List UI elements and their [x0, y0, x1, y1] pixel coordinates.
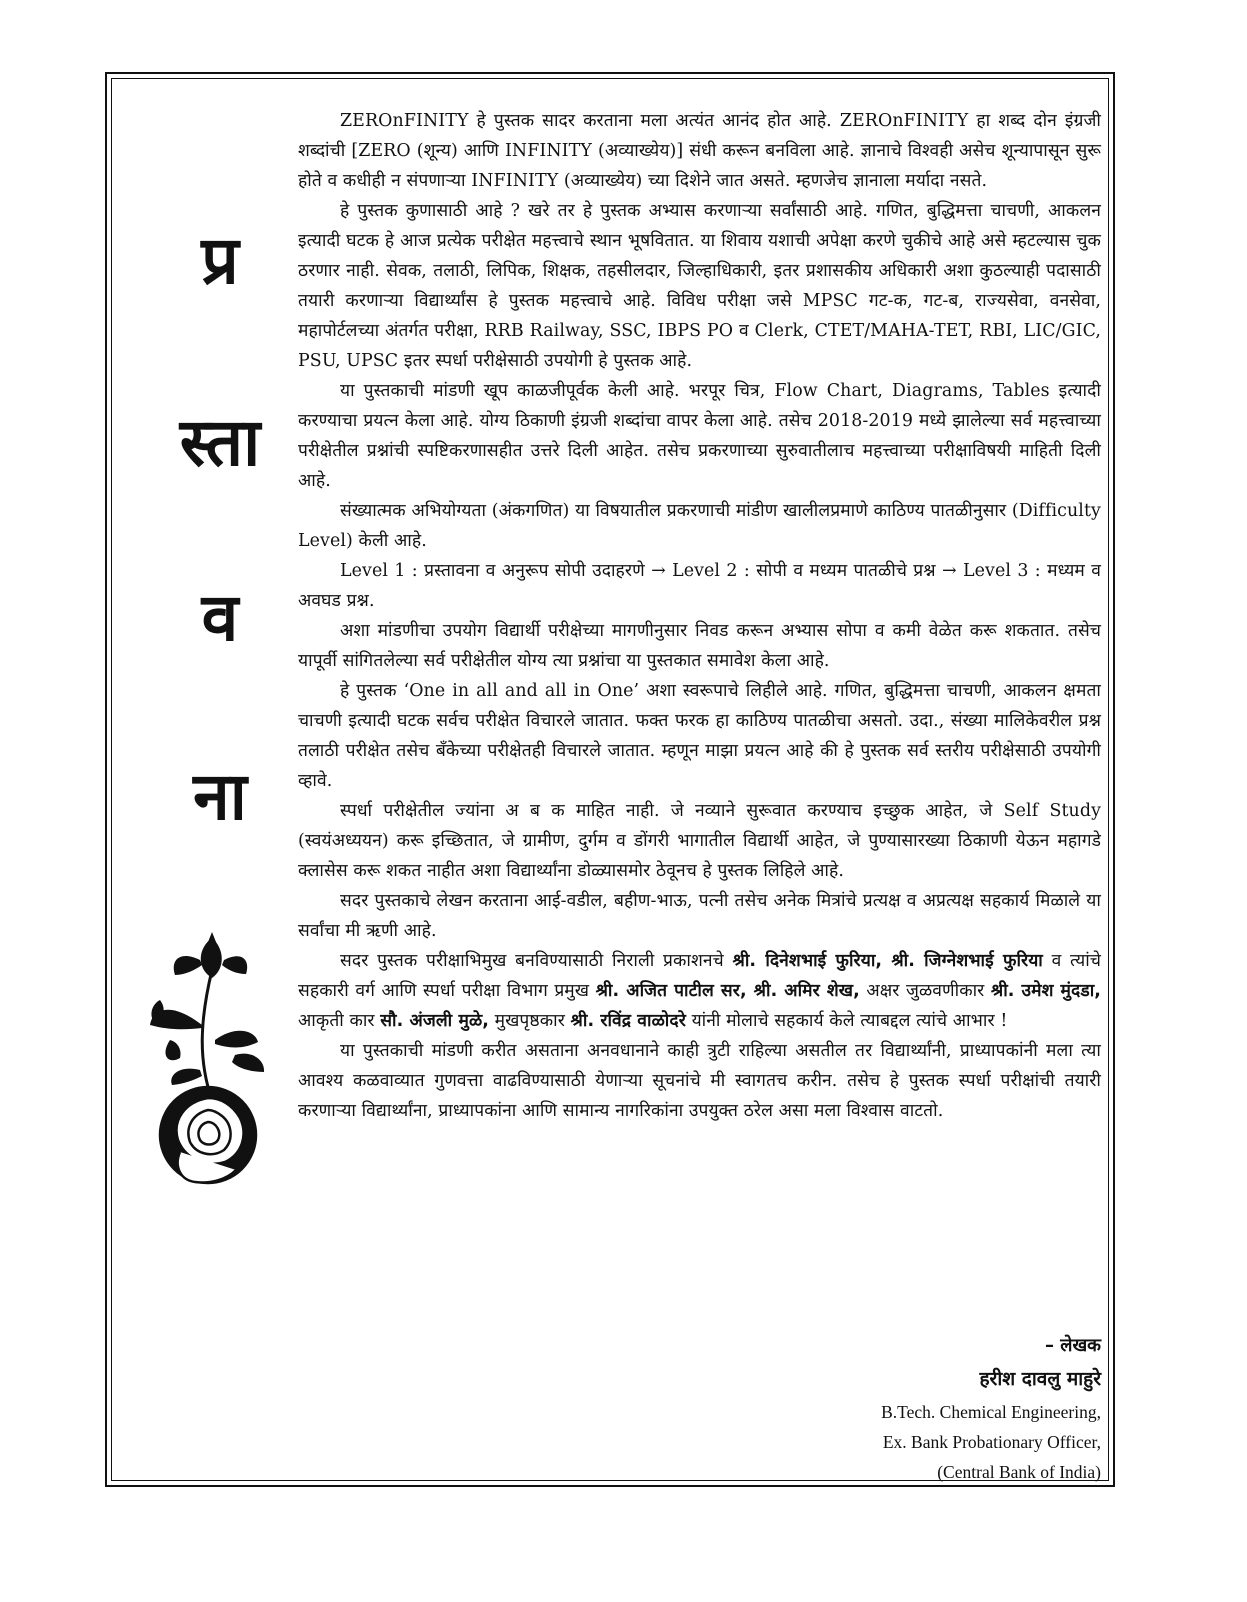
paragraph-1: ZEROnFINITY हे पुस्तक सादर करताना मला अत्यंत आनंद होत आहे. ZEROnFINITY हा शब्द दोन इंग्रजी शब्दांची [ZERO (शून्य) आणि INFINITY (अव्याख्येय)] संधी करून बनविला आहे. ज्ञानाचे विश्वही असेच शून्यापासून सुरू होते व कधीही न संपणाऱ्या INFINITY (अव्याख्येय) च्या दिशेने जात असते. म्हणजेच ज्ञानाला मर्यादा नसते. [298, 111, 1101, 191]
author-role: – लेखक [1044, 1335, 1101, 1356]
author-designation: Ex. Bank Probationary Officer, [882, 1432, 1101, 1452]
author-qualification: B.Tech. Chemical Engineering, [881, 1402, 1101, 1422]
ack-name-2: श्री. अजित पाटील सर, श्री. अमिर शेख, [595, 981, 860, 1001]
paragraph-5: Level 1 : प्रस्तावना व अनुरूप सोपी उदाहरणे → Level 2 : सोपी व मध्यम पातळीचे प्रश्न → Level 3 : मध्यम व अवघड प्रश्न. [298, 561, 1101, 611]
side-title-letter-1: प्र [201, 222, 239, 299]
author-name: हरीश दावलु माहुरे [979, 1368, 1101, 1390]
ack-name-3: श्री. उमेश मुंदडा, [990, 981, 1101, 1001]
paragraph-9: सदर पुस्तकाचे लेखन करताना आई-वडील, बहीण-भाऊ, पत्नी तसेच अनेक मित्रांचे प्रत्यक्ष व अप्रत्यक्ष सहकार्य मिळाले या सर्वांचा मी ऋणी आहे. [298, 891, 1101, 941]
paragraph-8: स्पर्धा परीक्षेतील ज्यांना अ ब क माहित नाही. जे नव्याने सुरूवात करण्याच इच्छुक आहेत, जे Self Study (स्वयंअध्ययन) करू इच्छितात, जे ग्रामीण, दुर्गम व डोंगरी भागातील विद्यार्थी आहेत, जे पुण्यासारख्या ठिकाणी येऊन महागडे क्लासेस करू शकत नाहीत अशा विद्यार्थ्यांना डोळ्यासमोर ठेवूनच हे पुस्तक लिहिले आहे. [298, 801, 1101, 881]
author-employer: (Central Bank of India) [937, 1462, 1101, 1482]
paragraph-4: संख्यात्मक अभियोग्यता (अंकगणित) या विषयातील प्रकरणाची मांडीण खालीलप्रमाणे काठिण्य पातळीनुसार (Difficulty Level) केली आहे. [298, 501, 1101, 551]
rose-illustration [140, 930, 275, 1195]
ack-name-5: श्री. रविंद्र वाळोदरे [570, 1011, 686, 1031]
paragraph-2: हे पुस्तक कुणासाठी आहे ? खरे तर हे पुस्तक अभ्यास करणाऱ्या सर्वांसाठी आहे. गणित, बुद्धिमत्ता चाचणी, आकलन इत्यादी घटक हे आज प्रत्येक परीक्षेत महत्त्वाचे स्थान भूषवितात. या शिवाय यशाची अपेक्षा करणे चुकीचे आहे असे म्हटल्यास चुक ठरणार नाही. सेवक, तलाठी, लिपिक, शिक्षक, तहसीलदार, जिल्हाधिकारी, इतर प्रशासकीय अधिकारी अशा कुठल्याही पदासाठी तयारी करणाऱ्या विद्यार्थ्यांस हे पुस्तक महत्त्वाचे आहे. विविध परीक्षा जसे MPSC गट-क, गट-ब, राज्यसेवा, वनसेवा, महापोर्टलच्या अंतर्गत परीक्षा, RRB Railway, SSC, IBPS PO व Clerk, CTET/MAHA-TET, RBI, LIC/GIC, PSU, UPSC इतर स्पर्धा परीक्षेसाठी उपयोगी हे पुस्तक आहे. [298, 201, 1101, 371]
ack-text-5: मुखपृष्ठकार [488, 1011, 571, 1031]
ack-text-4: आकृती कार [298, 1011, 381, 1031]
side-title-letter-2: स्ता [179, 404, 261, 481]
paragraph-6: अशा मांडणीचा उपयोग विद्यार्थी परीक्षेच्या मागणीनुसार निवड करून अभ्यास सोपा व कमी वेळेत करू शकतात. तसेच यापूर्वी सांगितलेल्या सर्व परीक्षेतील योग्य त्या प्रश्नांचा या पुस्तकात समावेश केला आहे. [298, 621, 1101, 671]
side-title-letter-3: व [201, 579, 239, 656]
side-title-letter-4: ना [193, 758, 247, 835]
ack-text-6: यांनी मोलाचे सहकार्य केले त्याबद्दल त्यांचे आभार ! [685, 1011, 1008, 1031]
ack-text-2: व त्यांचे सहकारी वर्ग आणि स्पर्धा परीक्षा विभाग प्रमुख [298, 951, 1101, 1001]
ack-text-3: अक्षर जुळवणीकार [859, 981, 991, 1001]
preface-body [298, 106, 1101, 1126]
closing-paragraph: या पुस्तकाची मांडणी करीत असताना अनवधानाने काही त्रुटी राहिल्या असतील तर विद्यार्थ्यांनी, प्राध्यापकांनी मला त्या आवश्य कळवाव्यात गुणवत्ता वाढविण्यासाठी येणाऱ्या सूचनांचे मी स्वागतच करीन. तसेच हे पुस्तक स्पर्धा परीक्षांची तयारी करणाऱ्या विद्यार्थ्यांना, प्राध्यापकांना आणि सामान्य नागरिकांना उपयुक्त ठरेल असा मला विश्वास वाटतो. [298, 1041, 1101, 1121]
acknowledgement-paragraph [298, 946, 1101, 1036]
ack-name-1: श्री. दिनेशभाई फुरिया, श्री. जिग्नेशभाई फुरिया [732, 951, 1043, 971]
ack-name-4: सौ. अंजली मुळे, [380, 1011, 489, 1031]
paragraph-3: या पुस्तकाची मांडणी खूप काळजीपूर्वक केली आहे. भरपूर चित्र, Flow Chart, Diagrams, Tables इत्यादी करण्याचा प्रयत्न केला आहे. योग्य ठिकाणी इंग्रजी शब्दांचा वापर केला आहे. तसेच 2018-2019 मध्ये झालेल्या सर्व महत्त्वाच्या परीक्षेतील प्रश्नांची स्पष्टिकरणासहीत उत्तरे दिली आहेत. तसेच प्रकरणाच्या सुरुवातीलाच महत्त्वाच्या परीक्षाविषयी माहिती दिली आहे. [298, 381, 1101, 491]
paragraph-7: हे पुस्तक ‘One in all and all in One’ अशा स्वरूपाचे लिहीले आहे. गणित, बुद्धिमत्ता चाचणी, आकलन क्षमता चाचणी इत्यादी घटक सर्वच परीक्षेत विचारले जातात. फक्त फरक हा काठिण्य पातळीचा असतो. उदा., संख्या मालिकेवरील प्रश्न तलाठी परीक्षेत तसेच बँकेच्या परीक्षेतही विचारले जातात. म्हणून माझा प्रयत्न आहे की हे पुस्तक सर्व स्तरीय परीक्षेसाठी उपयोगी व्हावे. [298, 681, 1101, 791]
ack-text-1: सदर पुस्तक परीक्षाभिमुख बनविण्यासाठी निराली प्रकाशनचे [340, 951, 733, 971]
author-signature [881, 1331, 1101, 1487]
